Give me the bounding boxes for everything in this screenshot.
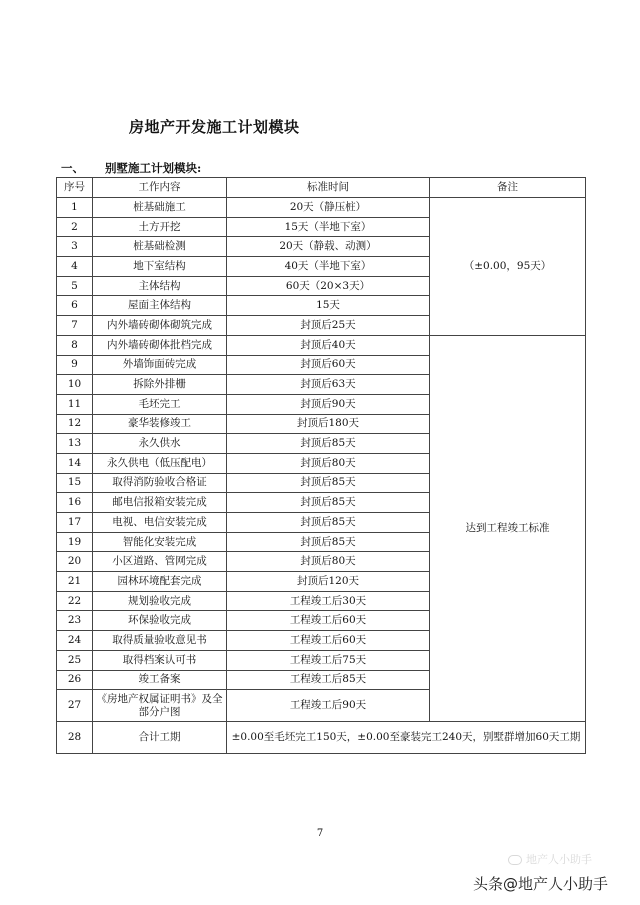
row-time: 封顶后80天	[227, 453, 430, 473]
row-seq: 28	[57, 722, 93, 754]
section-title: 别墅施工计划模块:	[105, 161, 202, 175]
row-content: 小区道路、管网完成	[93, 552, 227, 572]
row-content: 竣工备案	[93, 670, 227, 690]
row-seq: 16	[57, 493, 93, 513]
header-time: 标准时间	[227, 178, 430, 198]
row-time: 工程竣工后60天	[227, 611, 430, 631]
row-content: 豪华装修竣工	[93, 414, 227, 434]
row-time: 15天	[227, 296, 430, 316]
row-seq: 27	[57, 690, 93, 722]
row-seq: 13	[57, 434, 93, 454]
row-time: 封顶后85天	[227, 493, 430, 513]
header-seq: 序号	[57, 178, 93, 198]
row-seq: 3	[57, 237, 93, 257]
row-seq: 5	[57, 276, 93, 296]
row-time: 20天（静载、动测）	[227, 237, 430, 257]
row-time: 封顶后25天	[227, 316, 430, 336]
wechat-icon	[508, 855, 522, 865]
row-content: 环保验收完成	[93, 611, 227, 631]
row-seq: 23	[57, 611, 93, 631]
row-content: 《房地产权属证明书》及全部分户图	[93, 690, 227, 722]
row-seq: 17	[57, 513, 93, 533]
faint-watermark-text: 地产人小助手	[526, 853, 592, 866]
row-content: 地下室结构	[93, 257, 227, 277]
header-remarks: 备注	[430, 178, 586, 198]
row-content: 邮电信报箱安装完成	[93, 493, 227, 513]
row-content: 内外墙砖砌体批档完成	[93, 335, 227, 355]
row-seq: 25	[57, 650, 93, 670]
row-seq: 15	[57, 473, 93, 493]
row-time: 工程竣工后85天	[227, 670, 430, 690]
table-row-total	[57, 722, 586, 754]
page-number: 7	[316, 828, 324, 839]
row-seq: 7	[57, 316, 93, 336]
row-content: 规划验收完成	[93, 591, 227, 611]
row-content: 园林环境配套完成	[93, 572, 227, 592]
row-content: 永久供水	[93, 434, 227, 454]
row-seq: 24	[57, 631, 93, 651]
row-content: 智能化安装完成	[93, 532, 227, 552]
row-seq: 6	[57, 296, 93, 316]
row-seq: 20	[57, 552, 93, 572]
row-content: 外墙饰面砖完成	[93, 355, 227, 375]
row-time: 封顶后120天	[227, 572, 430, 592]
row-content: 毛坯完工	[93, 394, 227, 414]
row-time: 封顶后180天	[227, 414, 430, 434]
row-seq: 4	[57, 257, 93, 277]
table-row	[57, 198, 586, 218]
row-time: 工程竣工后90天	[227, 690, 430, 722]
row-time: 封顶后40天	[227, 335, 430, 355]
row-content: 取得质量验收意见书	[93, 631, 227, 651]
row-seq: 8	[57, 335, 93, 355]
row-time: 工程竣工后30天	[227, 591, 430, 611]
table-header-row	[57, 178, 586, 198]
row-content: 电视、电信安装完成	[93, 513, 227, 533]
row-content: 合计工期	[93, 722, 227, 754]
section-heading	[61, 160, 201, 176]
row-content: 桩基础检测	[93, 237, 227, 257]
row-content: 取得消防验收合格证	[93, 473, 227, 493]
row-seq: 19	[57, 532, 93, 552]
row-seq: 21	[57, 572, 93, 592]
header-content: 工作内容	[93, 178, 227, 198]
row-seq: 2	[57, 217, 93, 237]
remarks-cell-completion: 达到工程竣工标准	[430, 335, 586, 721]
row-seq: 10	[57, 375, 93, 395]
row-time: 封顶后85天	[227, 513, 430, 533]
row-content: 内外墙砖砌体砌筑完成	[93, 316, 227, 336]
table-row	[57, 335, 586, 355]
row-time: 封顶后90天	[227, 394, 430, 414]
row-content: 拆除外排栅	[93, 375, 227, 395]
row-time: 封顶后85天	[227, 473, 430, 493]
row-seq: 9	[57, 355, 93, 375]
row-time: 15天（半地下室）	[227, 217, 430, 237]
row-content: 永久供电（低压配电）	[93, 453, 227, 473]
section-number: 一、	[61, 161, 84, 175]
watermark: 头条@地产人小助手	[473, 875, 609, 893]
row-seq: 1	[57, 198, 93, 218]
total-duration: ±0.00至毛坯完工150天，±0.00至豪装完工240天，别墅群增加60天工期	[227, 722, 586, 754]
row-time: 工程竣工后75天	[227, 650, 430, 670]
row-content: 主体结构	[93, 276, 227, 296]
row-content: 取得档案认可书	[93, 650, 227, 670]
row-time: 20天（静压桩）	[227, 198, 430, 218]
row-time: 60天（20×3天）	[227, 276, 430, 296]
row-seq: 11	[57, 394, 93, 414]
row-time: 封顶后60天	[227, 355, 430, 375]
row-time: 40天（半地下室）	[227, 257, 430, 277]
row-time: 封顶后63天	[227, 375, 430, 395]
row-seq: 26	[57, 670, 93, 690]
construction-schedule-table	[56, 177, 586, 754]
row-time: 封顶后85天	[227, 532, 430, 552]
remarks-cell-structure: （±0.00，95天）	[430, 198, 586, 336]
row-content: 桩基础施工	[93, 198, 227, 218]
row-seq: 14	[57, 453, 93, 473]
page-title: 房地产开发施工计划模块	[129, 118, 300, 136]
row-seq: 12	[57, 414, 93, 434]
row-seq: 22	[57, 591, 93, 611]
row-time: 封顶后85天	[227, 434, 430, 454]
row-content: 屋面主体结构	[93, 296, 227, 316]
row-time: 封顶后80天	[227, 552, 430, 572]
row-content: 土方开挖	[93, 217, 227, 237]
faint-watermark	[508, 851, 592, 867]
row-time: 工程竣工后60天	[227, 631, 430, 651]
